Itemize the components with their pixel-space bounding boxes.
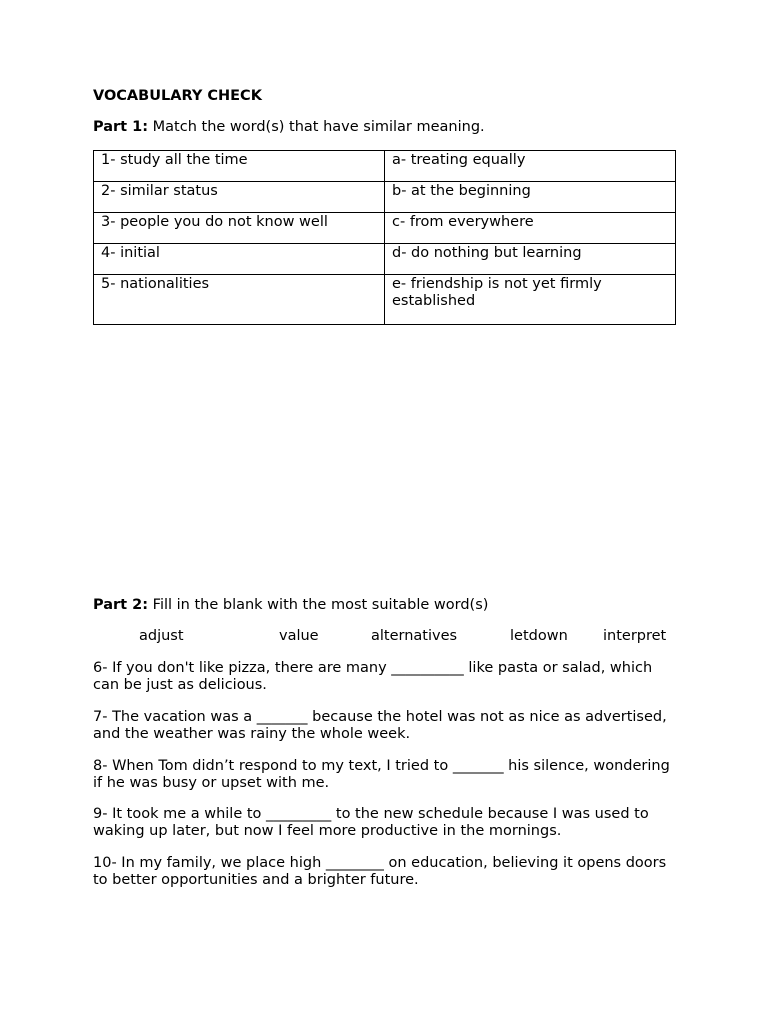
part2-heading [93, 597, 488, 614]
table-row [94, 213, 676, 244]
word-bank-item: adjust [139, 628, 184, 644]
part1-heading [93, 119, 485, 136]
part1-label: Part 1: [93, 119, 149, 135]
definition-cell: b- at the beginning [385, 182, 676, 213]
table-row [94, 275, 676, 325]
question-8: 8- When Tom didn’t respond to my text, I tried to _______ his silence, wondering if he was busy or upset with me. [93, 758, 670, 791]
term-cell: 5- nationalities [94, 275, 385, 325]
word-bank [93, 628, 675, 645]
word-bank-item: alternatives [371, 628, 458, 644]
word-bank-item: value [279, 628, 319, 644]
word-bank-item: letdown [510, 628, 568, 644]
definition-cell: e- friendship is not yet firmly established [385, 275, 676, 325]
part2-label: Part 2: [93, 597, 149, 613]
question-7: 7- The vacation was a _______ because the hotel was not as nice as advertised, and the weather was rainy the whole week. [93, 709, 667, 742]
definition-cell: c- from everywhere [385, 213, 676, 244]
worksheet-title: VOCABULARY CHECK [93, 88, 262, 104]
part1-instruction: Match the word(s) that have similar meaning. [148, 119, 485, 135]
term-cell: 1- study all the time [94, 151, 385, 182]
definition-cell: a- treating equally [385, 151, 676, 182]
question-9: 9- It took me a while to _________ to the new schedule because I was used to waking up later, but now I feel more productive in the mornings. [93, 806, 649, 839]
definition-cell: d- do nothing but learning [385, 244, 676, 275]
matching-table [93, 150, 676, 325]
question-10: 10- In my family, we place high ________ on education, believing it opens doors to better opportunities and a brighter future. [93, 855, 667, 888]
term-cell: 3- people you do not know well [94, 213, 385, 244]
word-bank-item: interpret [603, 628, 667, 644]
part2-instruction: Fill in the blank with the most suitable word(s) [148, 597, 489, 613]
table-row [94, 182, 676, 213]
table-row [94, 151, 676, 182]
table-row [94, 244, 676, 275]
term-cell: 4- initial [94, 244, 385, 275]
term-cell: 2- similar status [94, 182, 385, 213]
question-6: 6- If you don't like pizza, there are many __________ like pasta or salad, which can be just as delicious. [93, 660, 653, 693]
